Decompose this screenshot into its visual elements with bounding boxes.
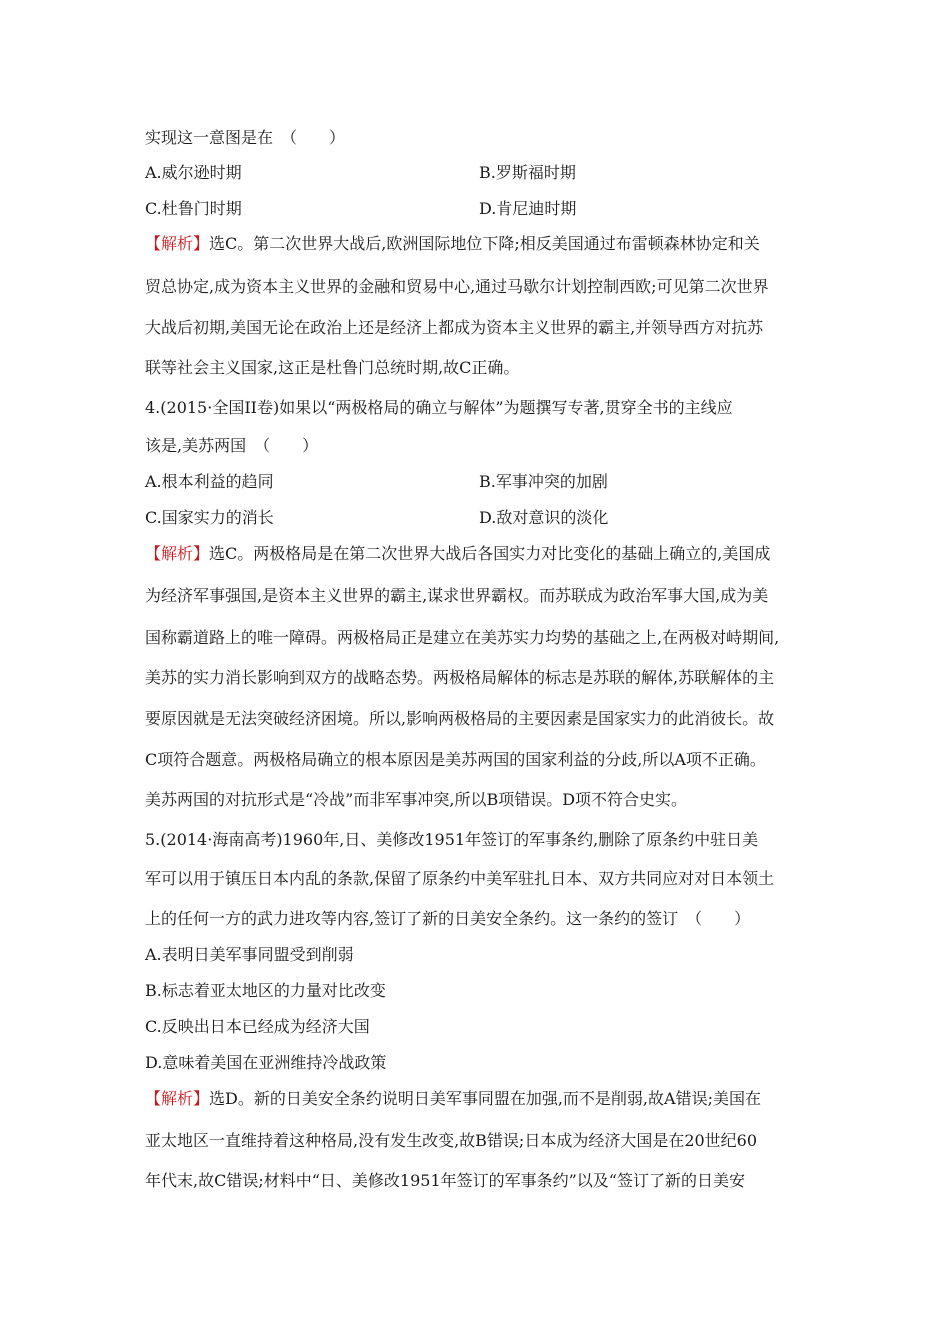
q4-option-b: B.军事冲突的加剧 <box>479 472 608 491</box>
q5-analysis-line: 亚太地区一直维持着这种格局,没有发生改变,故B错误;日本成为经济大国是在20世纪60 <box>145 1131 758 1150</box>
q3-analysis-line <box>145 234 760 254</box>
q4-analysis-line: C项符合题意。两极格局确立的根本原因是美苏两国的国家利益的分歧,所以A项不正确。 <box>145 750 766 769</box>
q3-stem: 实现这一意图是在 （ ） <box>145 128 346 147</box>
q5-option-a: A.表明日美军事同盟受到削弱 <box>145 945 354 964</box>
q3-option-d: D.肯尼迪时期 <box>479 199 577 218</box>
analysis-text: 选C。两极格局是在第二次世界大战后各国实力对比变化的基础上确立的,美国成 <box>209 544 771 563</box>
q5-stem-line: 上的任何一方的武力进攻等内容,签订了新的日美安全条约。这一条约的签订 （ ） <box>145 909 751 928</box>
q5-stem-line: 军可以用于镇压日本内乱的条款,保留了原条约中美军驻扎日本、双方共同应对对日本领土 <box>145 869 775 888</box>
q4-analysis-line: 为经济军事强国,是资本主义世界的霸主,谋求世界霸权。而苏联成为政治军事大国,成为美 <box>145 586 769 605</box>
analysis-tag: 【解析】 <box>145 544 210 563</box>
q4-stem-line: 该是,美苏两国 （ ） <box>145 436 319 455</box>
q5-option-d: D.意味着美国在亚洲维持冷战政策 <box>145 1053 387 1072</box>
q4-analysis-line: 美苏的实力消长影响到双方的战略态势。两极格局解体的标志是苏联的解体,苏联解体的主 <box>145 668 775 687</box>
q3-option-b: B.罗斯福时期 <box>479 163 576 182</box>
q4-analysis-line: 要原因就是无法突破经济困境。所以,影响两极格局的主要因素是国家实力的此消彼长。故 <box>145 709 775 728</box>
q3-analysis-line: 贸总协定,成为资本主义世界的金融和贸易中心,通过马歇尔计划控制西欧;可见第二次世界 <box>145 277 769 296</box>
q3-analysis-line: 大战后初期,美国无论在政治上还是经济上都成为资本主义世界的霸主,并领导西方对抗苏 <box>145 318 764 337</box>
q4-stem-line: 4.(2015·全国II卷)如果以“两极格局的确立与解体”为题撰写专著,贯穿全书的主线应 <box>145 398 733 417</box>
analysis-tag: 【解析】 <box>145 1089 210 1108</box>
q4-option-a: A.根本利益的趋同 <box>145 472 274 491</box>
q4-analysis-line <box>145 544 770 564</box>
q5-option-c: C.反映出日本已经成为经济大国 <box>145 1017 370 1036</box>
q5-analysis-line <box>145 1089 761 1109</box>
q3-option-a: A.威尔逊时期 <box>145 163 242 182</box>
q5-stem-line: 5.(2014·海南高考)1960年,日、美修改1951年签订的军事条约,删除了原条约中驻日美 <box>145 830 759 849</box>
analysis-text: 选D。新的日美安全条约说明日美军事同盟在加强,而不是削弱,故A错误;美国在 <box>209 1089 761 1108</box>
q5-option-b: B.标志着亚太地区的力量对比改变 <box>145 981 386 1000</box>
q4-analysis-line: 国称霸道路上的唯一障碍。两极格局正是建立在美苏实力均势的基础之上,在两极对峙期间, <box>145 628 780 647</box>
q3-option-c: C.杜鲁门时期 <box>145 199 242 218</box>
q4-option-c: C.国家实力的消长 <box>145 508 274 527</box>
q4-analysis-line: 美苏两国的对抗形式是“冷战”而非军事冲突,所以B项错误。D项不符合史实。 <box>145 790 688 809</box>
q5-analysis-line: 年代末,故C错误;材料中“日、美修改1951年签订的军事条约”以及“签订了新的日美安 <box>145 1171 745 1190</box>
q3-analysis-line: 联等社会主义国家,这正是杜鲁门总统时期,故C正确。 <box>145 358 520 377</box>
analysis-text: 选C。第二次世界大战后,欧洲国际地位下降;相反美国通过布雷顿森林协定和关 <box>209 234 760 253</box>
analysis-tag: 【解析】 <box>145 234 210 253</box>
q4-option-d: D.敌对意识的淡化 <box>479 508 609 527</box>
